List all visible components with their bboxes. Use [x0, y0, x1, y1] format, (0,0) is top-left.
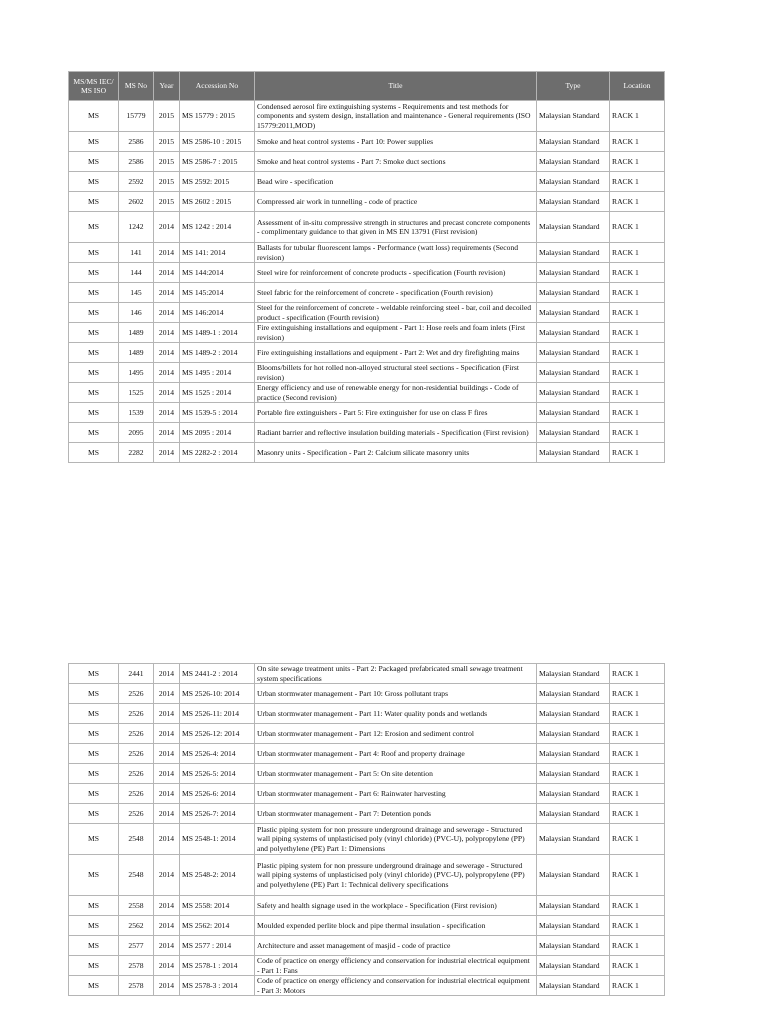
cell-accession-no: MS 2562: 2014	[180, 916, 255, 936]
cell-year: 2014	[154, 283, 180, 303]
cell-accession-no: MS 2526-12: 2014	[180, 724, 255, 744]
cell-type: Malaysian Standard	[537, 212, 610, 243]
cell-year: 2014	[154, 724, 180, 744]
cell-ms-no: 2526	[119, 724, 154, 744]
cell-type: Malaysian Standard	[537, 443, 610, 463]
col-header-type: Type	[537, 72, 610, 101]
table-row	[69, 855, 665, 896]
cell-year: 2014	[154, 855, 180, 896]
cell-location: RACK 1	[610, 744, 665, 764]
cell-location: RACK 1	[610, 383, 665, 403]
standards-table-lower	[68, 663, 665, 996]
cell-title: Urban stormwater management - Part 11: Water quality ponds and wetlands	[255, 704, 537, 724]
cell-year: 2015	[154, 101, 180, 132]
table-row	[69, 423, 665, 443]
table-row	[69, 152, 665, 172]
cell-location: RACK 1	[610, 916, 665, 936]
table-row	[69, 101, 665, 132]
cell-ms-no: 2577	[119, 936, 154, 956]
cell-ms-no: 1242	[119, 212, 154, 243]
cell-type: Malaysian Standard	[537, 363, 610, 383]
cell-accession-no: MS 2558: 2014	[180, 896, 255, 916]
cell-title: Energy efficiency and use of renewable energy for non-residential buildings - Code of practice (Second revision)	[255, 383, 537, 403]
cell-ms-no: 2526	[119, 784, 154, 804]
cell-title: Smoke and heat control systems - Part 7: Smoke duct sections	[255, 152, 537, 172]
cell-ms-type: MS	[69, 323, 119, 343]
cell-location: RACK 1	[610, 804, 665, 824]
cell-year: 2014	[154, 684, 180, 704]
cell-location: RACK 1	[610, 132, 665, 152]
table-row	[69, 192, 665, 212]
cell-ms-no: 2586	[119, 152, 154, 172]
cell-ms-no: 2558	[119, 896, 154, 916]
cell-location: RACK 1	[610, 343, 665, 363]
table-row	[69, 303, 665, 323]
cell-location: RACK 1	[610, 323, 665, 343]
col-header-location: Location	[610, 72, 665, 101]
cell-year: 2015	[154, 172, 180, 192]
cell-type: Malaysian Standard	[537, 784, 610, 804]
cell-ms-no: 2578	[119, 956, 154, 976]
cell-year: 2014	[154, 824, 180, 855]
cell-location: RACK 1	[610, 192, 665, 212]
cell-ms-no: 2282	[119, 443, 154, 463]
cell-title: Blooms/billets for hot rolled non-alloyed structural steel sections - Specification (First revision)	[255, 363, 537, 383]
cell-accession-no: MS 2526-10: 2014	[180, 684, 255, 704]
cell-type: Malaysian Standard	[537, 976, 610, 996]
cell-ms-no: 1539	[119, 403, 154, 423]
cell-ms-no: 2592	[119, 172, 154, 192]
cell-location: RACK 1	[610, 152, 665, 172]
cell-ms-type: MS	[69, 855, 119, 896]
table-row	[69, 764, 665, 784]
table-row	[69, 976, 665, 996]
cell-type: Malaysian Standard	[537, 132, 610, 152]
cell-title: Urban stormwater management - Part 4: Roof and property drainage	[255, 744, 537, 764]
table-row	[69, 172, 665, 192]
cell-accession-no: MS 2578-1 : 2014	[180, 956, 255, 976]
cell-accession-no: MS 2602 : 2015	[180, 192, 255, 212]
cell-location: RACK 1	[610, 303, 665, 323]
cell-location: RACK 1	[610, 403, 665, 423]
col-header-ms: MS/MS IEC/ MS ISO	[69, 72, 119, 101]
cell-ms-type: MS	[69, 936, 119, 956]
cell-ms-no: 1495	[119, 363, 154, 383]
table-row	[69, 403, 665, 423]
cell-year: 2014	[154, 976, 180, 996]
cell-type: Malaysian Standard	[537, 283, 610, 303]
cell-type: Malaysian Standard	[537, 403, 610, 423]
cell-accession-no: MS 144:2014	[180, 263, 255, 283]
cell-ms-type: MS	[69, 132, 119, 152]
cell-type: Malaysian Standard	[537, 172, 610, 192]
table-header-row	[69, 72, 665, 101]
cell-ms-no: 2526	[119, 764, 154, 784]
cell-ms-no: 146	[119, 303, 154, 323]
cell-ms-type: MS	[69, 664, 119, 684]
cell-location: RACK 1	[610, 784, 665, 804]
cell-title: Fire extinguishing installations and equipment - Part 1: Hose reels and foam inlets (First revision)	[255, 323, 537, 343]
table-body-upper	[69, 101, 665, 463]
cell-year: 2014	[154, 343, 180, 363]
cell-accession-no: MS 2095 : 2014	[180, 423, 255, 443]
table-row	[69, 684, 665, 704]
cell-title: Plastic piping system for non pressure underground drainage and sewerage - Structured wall piping systems of unplasticised poly (vinyl chloride) (PVC-U), polypropylene (PP) and polyethylene (PE) Part 1: Dimensions	[255, 824, 537, 855]
cell-year: 2014	[154, 936, 180, 956]
cell-accession-no: MS 146:2014	[180, 303, 255, 323]
cell-ms-type: MS	[69, 744, 119, 764]
cell-ms-no: 2578	[119, 976, 154, 996]
cell-ms-no: 145	[119, 283, 154, 303]
cell-location: RACK 1	[610, 976, 665, 996]
cell-ms-type: MS	[69, 956, 119, 976]
cell-title: Fire extinguishing installations and equipment - Part 2: Wet and dry firefighting mains	[255, 343, 537, 363]
cell-accession-no: MS 1489-2 : 2014	[180, 343, 255, 363]
cell-ms-type: MS	[69, 724, 119, 744]
cell-accession-no: MS 2526-5: 2014	[180, 764, 255, 784]
cell-type: Malaysian Standard	[537, 303, 610, 323]
cell-year: 2015	[154, 152, 180, 172]
table-row	[69, 804, 665, 824]
cell-ms-type: MS	[69, 896, 119, 916]
cell-ms-type: MS	[69, 212, 119, 243]
cell-title: Code of practice on energy efficiency and conservation for industrial electrical equipment - Part 1: Fans	[255, 956, 537, 976]
table-body-lower	[69, 664, 665, 996]
cell-type: Malaysian Standard	[537, 243, 610, 263]
cell-accession-no: MS 1242 : 2014	[180, 212, 255, 243]
cell-type: Malaysian Standard	[537, 956, 610, 976]
cell-type: Malaysian Standard	[537, 744, 610, 764]
cell-type: Malaysian Standard	[537, 804, 610, 824]
cell-year: 2014	[154, 956, 180, 976]
table-row	[69, 323, 665, 343]
cell-title: Safety and health signage used in the workplace - Specification (First revision)	[255, 896, 537, 916]
cell-type: Malaysian Standard	[537, 101, 610, 132]
cell-ms-no: 2602	[119, 192, 154, 212]
table-row	[69, 824, 665, 855]
cell-type: Malaysian Standard	[537, 704, 610, 724]
cell-ms-no: 2586	[119, 132, 154, 152]
table-row	[69, 956, 665, 976]
cell-ms-type: MS	[69, 152, 119, 172]
cell-year: 2014	[154, 383, 180, 403]
cell-title: Ballasts for tubular fluorescent lamps - Performance (watt loss) requirements (Second revision)	[255, 243, 537, 263]
cell-ms-no: 2548	[119, 855, 154, 896]
cell-ms-type: MS	[69, 263, 119, 283]
cell-ms-type: MS	[69, 804, 119, 824]
cell-year: 2014	[154, 212, 180, 243]
cell-year: 2014	[154, 363, 180, 383]
cell-year: 2014	[154, 403, 180, 423]
cell-ms-no: 15779	[119, 101, 154, 132]
cell-year: 2014	[154, 784, 180, 804]
table-row	[69, 243, 665, 263]
cell-location: RACK 1	[610, 704, 665, 724]
cell-year: 2014	[154, 664, 180, 684]
cell-ms-type: MS	[69, 101, 119, 132]
cell-accession-no: MS 2526-7: 2014	[180, 804, 255, 824]
cell-title: Architecture and asset management of masjid - code of practice	[255, 936, 537, 956]
cell-year: 2014	[154, 423, 180, 443]
cell-title: Condensed aerosol fire extinguishing systems - Requirements and test methods for components and system design, installation and maintenance - General requirements (ISO 15779:2011,MOD)	[255, 101, 537, 132]
table-row	[69, 744, 665, 764]
cell-ms-type: MS	[69, 916, 119, 936]
cell-location: RACK 1	[610, 684, 665, 704]
cell-ms-type: MS	[69, 443, 119, 463]
cell-accession-no: MS 2282-2 : 2014	[180, 443, 255, 463]
cell-type: Malaysian Standard	[537, 764, 610, 784]
cell-accession-no: MS 2548-1: 2014	[180, 824, 255, 855]
table-row	[69, 263, 665, 283]
cell-ms-type: MS	[69, 243, 119, 263]
cell-ms-type: MS	[69, 764, 119, 784]
table-row	[69, 343, 665, 363]
col-header-year: Year	[154, 72, 180, 101]
cell-ms-type: MS	[69, 172, 119, 192]
cell-type: Malaysian Standard	[537, 343, 610, 363]
cell-ms-no: 2526	[119, 804, 154, 824]
cell-title: Urban stormwater management - Part 6: Rainwater harvesting	[255, 784, 537, 804]
cell-ms-no: 2095	[119, 423, 154, 443]
cell-ms-type: MS	[69, 824, 119, 855]
table-row	[69, 724, 665, 744]
cell-ms-no: 2526	[119, 744, 154, 764]
cell-year: 2014	[154, 263, 180, 283]
cell-ms-type: MS	[69, 704, 119, 724]
table-row	[69, 363, 665, 383]
cell-year: 2014	[154, 896, 180, 916]
table-row	[69, 916, 665, 936]
cell-accession-no: MS 1489-1 : 2014	[180, 323, 255, 343]
cell-accession-no: MS 1525 : 2014	[180, 383, 255, 403]
cell-accession-no: MS 2577 : 2014	[180, 936, 255, 956]
cell-type: Malaysian Standard	[537, 684, 610, 704]
cell-title: Urban stormwater management - Part 12: Erosion and sediment control	[255, 724, 537, 744]
cell-accession-no: MS 141: 2014	[180, 243, 255, 263]
cell-ms-no: 1489	[119, 323, 154, 343]
cell-accession-no: MS 2586-10 : 2015	[180, 132, 255, 152]
cell-accession-no: MS 2526-6: 2014	[180, 784, 255, 804]
cell-ms-type: MS	[69, 684, 119, 704]
cell-type: Malaysian Standard	[537, 896, 610, 916]
cell-accession-no: MS 2578-3 : 2014	[180, 976, 255, 996]
cell-title: On site sewage treatment units - Part 2: Packaged prefabricated small sewage treatment system specifications	[255, 664, 537, 684]
cell-title: Moulded expended perlite block and pipe thermal insulation - specification	[255, 916, 537, 936]
table-row	[69, 283, 665, 303]
cell-title: Masonry units - Specification - Part 2: Calcium silicate masonry units	[255, 443, 537, 463]
cell-location: RACK 1	[610, 956, 665, 976]
cell-year: 2014	[154, 764, 180, 784]
cell-year: 2014	[154, 744, 180, 764]
cell-ms-type: MS	[69, 283, 119, 303]
cell-title: Compressed air work in tunnelling - code of practice	[255, 192, 537, 212]
cell-ms-no: 2548	[119, 824, 154, 855]
cell-ms-type: MS	[69, 192, 119, 212]
cell-location: RACK 1	[610, 243, 665, 263]
cell-ms-type: MS	[69, 343, 119, 363]
col-header-accession: Accession No	[180, 72, 255, 101]
cell-year: 2014	[154, 704, 180, 724]
cell-accession-no: MS 15779 : 2015	[180, 101, 255, 132]
cell-year: 2015	[154, 192, 180, 212]
cell-type: Malaysian Standard	[537, 855, 610, 896]
table-row	[69, 664, 665, 684]
table-row	[69, 896, 665, 916]
cell-year: 2014	[154, 303, 180, 323]
cell-title: Smoke and heat control systems - Part 10: Power supplies	[255, 132, 537, 152]
cell-location: RACK 1	[610, 724, 665, 744]
cell-accession-no: MS 2548-2: 2014	[180, 855, 255, 896]
cell-title: Urban stormwater management - Part 7: Detention ponds	[255, 804, 537, 824]
cell-accession-no: MS 2526-11: 2014	[180, 704, 255, 724]
cell-type: Malaysian Standard	[537, 724, 610, 744]
col-header-title: Title	[255, 72, 537, 101]
table-row	[69, 132, 665, 152]
cell-title: Steel for the reinforcement of concrete - weldable reinforcing steel - bar, coil and decoiled product - specification (Fourth revision)	[255, 303, 537, 323]
cell-ms-type: MS	[69, 363, 119, 383]
cell-title: Code of practice on energy efficiency and conservation for industrial electrical equipment - Part 3: Motors	[255, 976, 537, 996]
cell-accession-no: MS 2526-4: 2014	[180, 744, 255, 764]
cell-year: 2014	[154, 916, 180, 936]
cell-location: RACK 1	[610, 283, 665, 303]
cell-accession-no: MS 1495 : 2014	[180, 363, 255, 383]
cell-ms-no: 144	[119, 263, 154, 283]
col-header-ms-no: MS No	[119, 72, 154, 101]
cell-accession-no: MS 2441-2 : 2014	[180, 664, 255, 684]
cell-location: RACK 1	[610, 363, 665, 383]
cell-location: RACK 1	[610, 855, 665, 896]
cell-location: RACK 1	[610, 764, 665, 784]
cell-location: RACK 1	[610, 263, 665, 283]
cell-location: RACK 1	[610, 443, 665, 463]
cell-ms-type: MS	[69, 403, 119, 423]
cell-type: Malaysian Standard	[537, 664, 610, 684]
cell-ms-no: 1525	[119, 383, 154, 403]
cell-year: 2014	[154, 323, 180, 343]
table-row	[69, 443, 665, 463]
table-row	[69, 784, 665, 804]
cell-type: Malaysian Standard	[537, 263, 610, 283]
cell-accession-no: MS 2586-7 : 2015	[180, 152, 255, 172]
cell-title: Radiant barrier and reflective insulation building materials - Specification (First revision)	[255, 423, 537, 443]
table-row	[69, 936, 665, 956]
cell-type: Malaysian Standard	[537, 152, 610, 172]
table-row	[69, 704, 665, 724]
cell-year: 2014	[154, 443, 180, 463]
cell-title: Urban stormwater management - Part 10: Gross pollutant traps	[255, 684, 537, 704]
cell-type: Malaysian Standard	[537, 323, 610, 343]
cell-title: Steel fabric for the reinforcement of concrete - specification (Fourth revision)	[255, 283, 537, 303]
cell-accession-no: MS 2592: 2015	[180, 172, 255, 192]
cell-location: RACK 1	[610, 936, 665, 956]
cell-year: 2015	[154, 132, 180, 152]
cell-accession-no: MS 145:2014	[180, 283, 255, 303]
cell-location: RACK 1	[610, 212, 665, 243]
cell-ms-no: 2562	[119, 916, 154, 936]
cell-ms-no: 141	[119, 243, 154, 263]
cell-ms-type: MS	[69, 976, 119, 996]
cell-title: Plastic piping system for non pressure underground drainage and sewerage - Structured wall piping systems of unplasticised poly (vinyl chloride) (PVC-U), polypropylene (PP) and polyethylene (PE) Part 1: Technical delivery specifications	[255, 855, 537, 896]
cell-ms-type: MS	[69, 303, 119, 323]
cell-year: 2014	[154, 804, 180, 824]
cell-ms-type: MS	[69, 423, 119, 443]
cell-location: RACK 1	[610, 172, 665, 192]
table-row	[69, 212, 665, 243]
cell-ms-no: 2441	[119, 664, 154, 684]
cell-type: Malaysian Standard	[537, 824, 610, 855]
cell-type: Malaysian Standard	[537, 916, 610, 936]
table-row	[69, 383, 665, 403]
cell-ms-no: 2526	[119, 704, 154, 724]
cell-year: 2014	[154, 243, 180, 263]
cell-title: Bead wire - specification	[255, 172, 537, 192]
cell-type: Malaysian Standard	[537, 936, 610, 956]
cell-ms-no: 2526	[119, 684, 154, 704]
cell-type: Malaysian Standard	[537, 423, 610, 443]
cell-ms-no: 1489	[119, 343, 154, 363]
cell-title: Portable fire extinguishers - Part 5: Fire extinguisher for use on class F fires	[255, 403, 537, 423]
cell-location: RACK 1	[610, 423, 665, 443]
cell-type: Malaysian Standard	[537, 192, 610, 212]
cell-type: Malaysian Standard	[537, 383, 610, 403]
cell-location: RACK 1	[610, 896, 665, 916]
cell-title: Steel wire for reinforcement of concrete products - specification (Fourth revision)	[255, 263, 537, 283]
cell-ms-type: MS	[69, 784, 119, 804]
cell-accession-no: MS 1539-5 : 2014	[180, 403, 255, 423]
standards-table-upper	[68, 71, 665, 463]
cell-title: Assessment of in-situ compressive strength in structures and precast concrete components - complimentary guidance to that given in MS EN 13791 (First revision)	[255, 212, 537, 243]
cell-title: Urban stormwater management - Part 5: On site detention	[255, 764, 537, 784]
cell-location: RACK 1	[610, 101, 665, 132]
cell-location: RACK 1	[610, 664, 665, 684]
cell-location: RACK 1	[610, 824, 665, 855]
cell-ms-type: MS	[69, 383, 119, 403]
